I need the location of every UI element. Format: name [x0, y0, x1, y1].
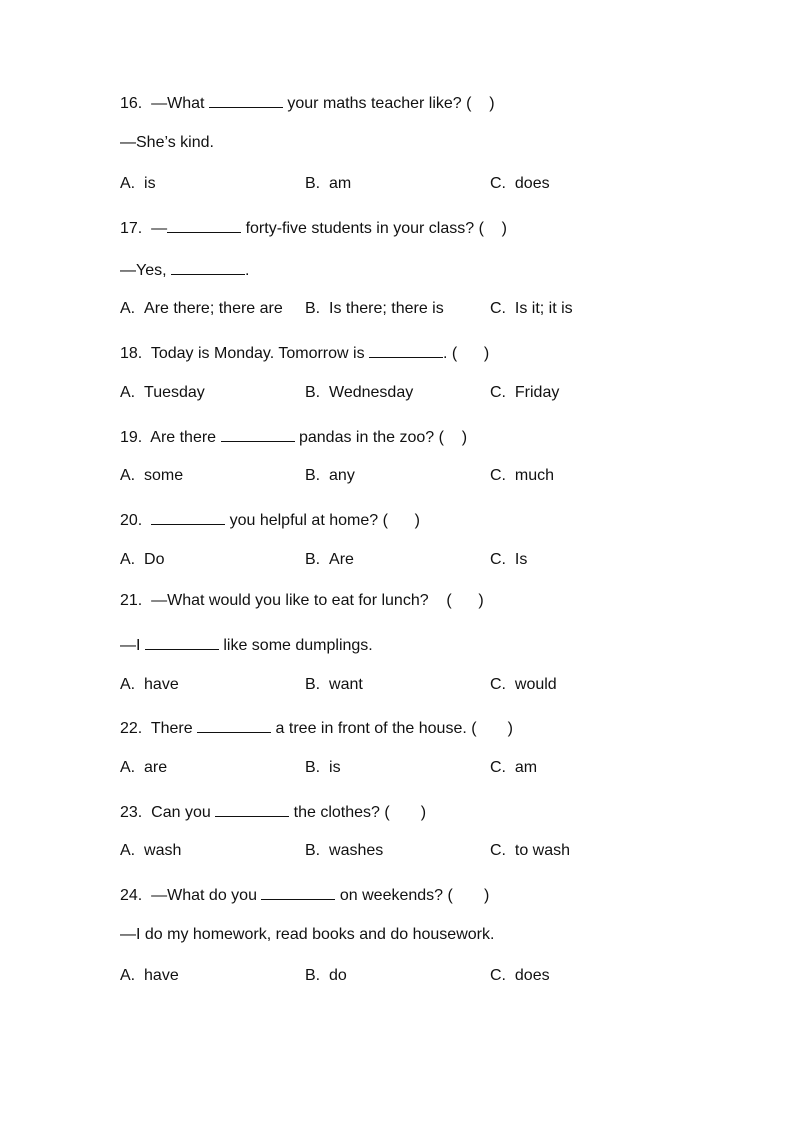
question-stem: [120, 798, 720, 840]
option-c[interactable]: [490, 548, 690, 590]
option-text: Is there; there is: [329, 300, 444, 318]
answer-blank[interactable]: [261, 881, 335, 900]
question-text: —: [151, 220, 168, 238]
option-b[interactable]: [305, 673, 490, 715]
question-stem: [120, 214, 720, 256]
option-letter: B.: [305, 759, 321, 776]
option-letter: B.: [305, 967, 321, 985]
question-number: 17.: [120, 220, 143, 238]
option-letter: A.: [120, 383, 136, 401]
option-text: any: [329, 467, 355, 485]
option-letter: A.: [120, 967, 136, 985]
question-20: [120, 506, 720, 589]
question-19: [120, 423, 720, 506]
question-number: 16.: [120, 95, 143, 112]
option-letter: B.: [305, 300, 321, 318]
option-a[interactable]: [120, 548, 305, 590]
question-23: [120, 798, 720, 881]
answer-options: [120, 464, 720, 506]
option-text: is: [329, 759, 341, 776]
option-letter: A.: [120, 300, 136, 318]
option-text: does: [514, 967, 550, 985]
option-a[interactable]: [120, 464, 305, 506]
question-24: [120, 881, 720, 1006]
option-text: to wash: [514, 842, 571, 860]
option-b[interactable]: [305, 172, 490, 214]
answer-options: [120, 381, 720, 423]
question-text: forty-five students in your class? ( ): [241, 220, 508, 238]
answer-blank[interactable]: [221, 423, 295, 442]
question-stem: [120, 423, 720, 465]
answer-blank[interactable]: [151, 506, 225, 525]
answer-blank[interactable]: [171, 256, 245, 275]
question-text: There: [150, 720, 198, 738]
question-number: 21.: [120, 592, 143, 610]
option-letter: B.: [305, 550, 321, 568]
question-17: [120, 214, 720, 339]
option-letter: C.: [490, 759, 506, 776]
answer-options: [120, 172, 720, 214]
option-text: am: [329, 175, 352, 193]
answer-options: [120, 839, 720, 881]
option-text: do: [329, 967, 347, 985]
option-c[interactable]: [490, 964, 690, 1006]
question-text: like some dumplings.: [218, 636, 373, 654]
question-response-line: [120, 923, 720, 965]
option-letter: C.: [490, 967, 506, 985]
question-text: Can you: [151, 803, 216, 821]
question-text: —What do you: [151, 887, 262, 905]
question-22: [120, 714, 720, 797]
question-number: 23.: [120, 803, 143, 821]
question-text: you helpful at home? ( ): [225, 511, 420, 529]
option-a[interactable]: [120, 756, 305, 798]
question-text: —I do my homework, read books and do housework.: [120, 925, 495, 943]
option-text: would: [514, 675, 557, 693]
answer-blank[interactable]: [145, 631, 219, 650]
option-text: Is: [514, 550, 528, 568]
question-stem: [120, 506, 720, 548]
option-text: am: [514, 759, 538, 776]
option-a[interactable]: [120, 381, 305, 423]
option-letter: C.: [490, 467, 506, 485]
option-letter: A.: [120, 675, 136, 693]
option-letter: C.: [490, 383, 506, 401]
question-text: on weekends? ( ): [335, 887, 490, 905]
option-b[interactable]: [305, 464, 490, 506]
option-text: does: [514, 175, 550, 193]
question-response-line: [120, 131, 720, 173]
option-c[interactable]: [490, 172, 690, 214]
option-letter: B.: [305, 675, 321, 693]
question-text: your maths teacher like? ( ): [282, 95, 495, 112]
option-a[interactable]: [120, 964, 305, 1006]
option-letter: C.: [490, 175, 506, 193]
option-letter: A.: [120, 759, 136, 776]
option-text: wash: [144, 842, 182, 860]
option-letter: C.: [490, 550, 506, 568]
question-number: 22.: [120, 720, 143, 738]
option-letter: A.: [120, 467, 136, 485]
option-text: are: [144, 759, 168, 776]
option-text: Tuesday: [144, 383, 205, 401]
question-text: Today is Monday. Tomorrow is: [150, 345, 370, 363]
option-letter: C.: [490, 300, 506, 318]
question-stem: [120, 714, 720, 756]
option-c[interactable]: [490, 839, 690, 881]
answer-blank[interactable]: [209, 89, 283, 108]
question-text: —Yes,: [120, 261, 171, 279]
question-text: —I: [120, 636, 145, 654]
question-number: 20.: [120, 511, 143, 529]
option-letter: A.: [120, 175, 136, 193]
option-b[interactable]: [305, 964, 490, 1006]
option-text: washes: [329, 842, 384, 860]
answer-options: [120, 548, 720, 590]
answer-options: [120, 673, 720, 715]
question-text: .: [245, 261, 250, 279]
option-letter: B.: [305, 467, 321, 485]
option-text: Are there; there are: [144, 300, 283, 318]
option-letter: B.: [305, 175, 321, 193]
question-number: 24.: [120, 887, 143, 905]
question-stem: [120, 339, 720, 381]
option-text: Is it; it is: [514, 300, 573, 318]
option-a[interactable]: [120, 172, 305, 214]
option-b[interactable]: [305, 839, 490, 881]
option-b[interactable]: [305, 297, 490, 339]
question-16: [120, 89, 720, 214]
answer-options: [120, 756, 720, 798]
option-letter: B.: [305, 842, 321, 860]
question-stem: [120, 589, 720, 631]
option-letter: C.: [490, 675, 506, 693]
question-text: Are there: [150, 428, 221, 446]
question-response-line: [120, 631, 720, 673]
question-text: —What would you like to eat for lunch? ( ): [151, 592, 484, 610]
option-text: Friday: [514, 383, 560, 401]
answer-blank[interactable]: [215, 798, 289, 817]
option-letter: A.: [120, 842, 136, 860]
option-text: Do: [144, 550, 165, 568]
question-21: [120, 589, 720, 714]
option-c[interactable]: [490, 381, 690, 423]
option-text: have: [144, 967, 179, 985]
question-stem: [120, 881, 720, 923]
option-text: much: [514, 467, 555, 485]
question-text: . ( ): [443, 345, 490, 363]
question-text: —She’s kind.: [120, 133, 214, 151]
option-letter: B.: [305, 383, 321, 401]
question-response-line: [120, 256, 720, 298]
option-b[interactable]: [305, 756, 490, 798]
option-text: some: [144, 467, 184, 485]
option-text: is: [144, 175, 156, 193]
answer-blank[interactable]: [369, 339, 443, 358]
option-text: Are: [329, 550, 354, 568]
option-letter: A.: [120, 550, 136, 568]
question-text: pandas in the zoo? ( ): [294, 428, 468, 446]
answer-options: [120, 964, 720, 1006]
option-text: have: [144, 675, 179, 693]
question-18: [120, 339, 720, 422]
answer-blank[interactable]: [197, 714, 271, 733]
option-text: want: [329, 675, 363, 693]
option-a[interactable]: [120, 297, 305, 339]
answer-options: [120, 297, 720, 339]
option-c[interactable]: [490, 464, 690, 506]
question-text: a tree in front of the house. ( ): [271, 720, 514, 738]
answer-blank[interactable]: [167, 214, 241, 233]
option-c[interactable]: [490, 297, 690, 339]
option-c[interactable]: [490, 756, 690, 798]
question-stem: [120, 89, 720, 131]
option-text: Wednesday: [329, 383, 414, 401]
question-number: 18.: [120, 345, 143, 363]
option-c[interactable]: [490, 673, 690, 715]
question-number: 19.: [120, 428, 143, 446]
question-list: [120, 89, 720, 1006]
option-letter: C.: [490, 842, 506, 860]
question-text: the clothes? ( ): [289, 803, 427, 821]
option-b[interactable]: [305, 381, 490, 423]
question-text: —What: [151, 95, 209, 112]
option-b[interactable]: [305, 548, 490, 590]
option-a[interactable]: [120, 839, 305, 881]
option-a[interactable]: [120, 673, 305, 715]
